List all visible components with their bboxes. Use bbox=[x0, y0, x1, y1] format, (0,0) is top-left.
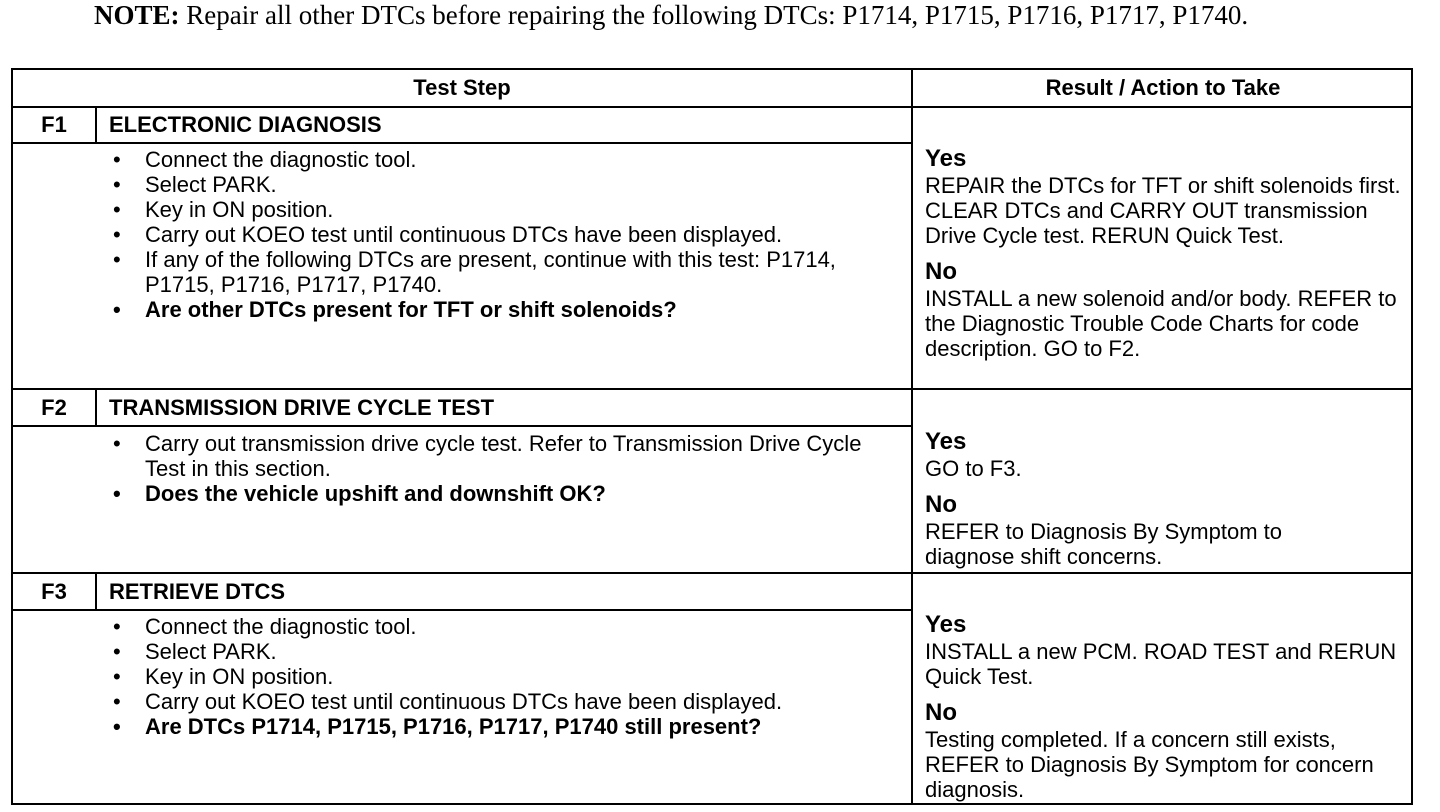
list-item: • If any of the following DTCs are present, continue with this test: P1714, P1715, P1716, P1717, P1740. bbox=[109, 247, 899, 297]
column-divider bbox=[911, 70, 913, 803]
result-f2 bbox=[925, 428, 1415, 569]
list-item-question: • Are DTCs P1714, P1715, P1716, P1717, P1740 still present? bbox=[109, 714, 899, 739]
list-item: • Carry out KOEO test until continuous DTCs have been displayed. bbox=[109, 689, 899, 714]
f3-id-divider bbox=[95, 574, 97, 610]
f1-id-divider bbox=[95, 107, 97, 143]
list-item: • Carry out transmission drive cycle test. Refer to Transmission Drive Cycle Test in this section. bbox=[109, 431, 899, 481]
list-item: • Key in ON position. bbox=[109, 197, 899, 222]
no-label: No bbox=[925, 258, 957, 285]
yes-action: GO to F3. bbox=[925, 456, 1022, 481]
step-id-f2: F2 bbox=[41, 395, 67, 420]
result-f3 bbox=[925, 611, 1415, 802]
diagnostic-table bbox=[11, 68, 1413, 805]
result-f1 bbox=[925, 145, 1415, 361]
step-bullets-f1 bbox=[109, 147, 899, 322]
f2-id-divider bbox=[95, 390, 97, 426]
note-paragraph bbox=[94, 0, 1414, 30]
list-item: • Key in ON position. bbox=[109, 664, 899, 689]
header-result: Result / Action to Take bbox=[1045, 75, 1281, 100]
yes-label: Yes bbox=[925, 611, 967, 638]
yes-action: REPAIR the DTCs for TFT or shift solenoids first. CLEAR DTCs and CARRY OUT transmission Drive Cycle test. RERUN Quick Test. bbox=[925, 173, 1401, 248]
step-id-f3: F3 bbox=[41, 579, 67, 604]
step-title-f3: RETRIEVE DTCS bbox=[109, 579, 286, 604]
list-item: • Connect the diagnostic tool. bbox=[109, 147, 899, 172]
list-item-question: • Does the vehicle upshift and downshift OK? bbox=[109, 481, 899, 506]
step-bullets-f2 bbox=[109, 431, 899, 506]
no-label: No bbox=[925, 699, 957, 726]
no-label: No bbox=[925, 491, 957, 518]
yes-label: Yes bbox=[925, 428, 967, 455]
note-text: Repair all other DTCs before repairing the following DTCs: P1714, P1715, P1716, P1717, P1740. bbox=[179, 0, 1249, 30]
list-item-question: • Are other DTCs present for TFT or shift solenoids? bbox=[109, 297, 899, 322]
note-label: NOTE: bbox=[94, 0, 180, 30]
step-bullets-f3 bbox=[109, 614, 899, 739]
list-item: • Connect the diagnostic tool. bbox=[109, 614, 899, 639]
step-id-f1: F1 bbox=[41, 112, 67, 137]
list-item: • Select PARK. bbox=[109, 639, 899, 664]
list-item: • Carry out KOEO test until continuous DTCs have been displayed. bbox=[109, 222, 899, 247]
header-test-step: Test Step bbox=[413, 75, 511, 100]
step-title-f1: ELECTRONIC DIAGNOSIS bbox=[109, 112, 382, 137]
step-title-f2: TRANSMISSION DRIVE CYCLE TEST bbox=[109, 395, 495, 420]
no-action: Testing completed. If a concern still exists, REFER to Diagnosis By Symptom for concern diagnosis. bbox=[925, 727, 1374, 802]
no-action: REFER to Diagnosis By Symptom to diagnose shift concerns. bbox=[925, 519, 1283, 569]
list-item: • Select PARK. bbox=[109, 172, 899, 197]
no-action: INSTALL a new solenoid and/or body. REFER to the Diagnostic Trouble Code Charts for code description. GO to F2. bbox=[925, 286, 1397, 361]
yes-label: Yes bbox=[925, 145, 967, 172]
yes-action: INSTALL a new PCM. ROAD TEST and RERUN Quick Test. bbox=[925, 639, 1397, 689]
